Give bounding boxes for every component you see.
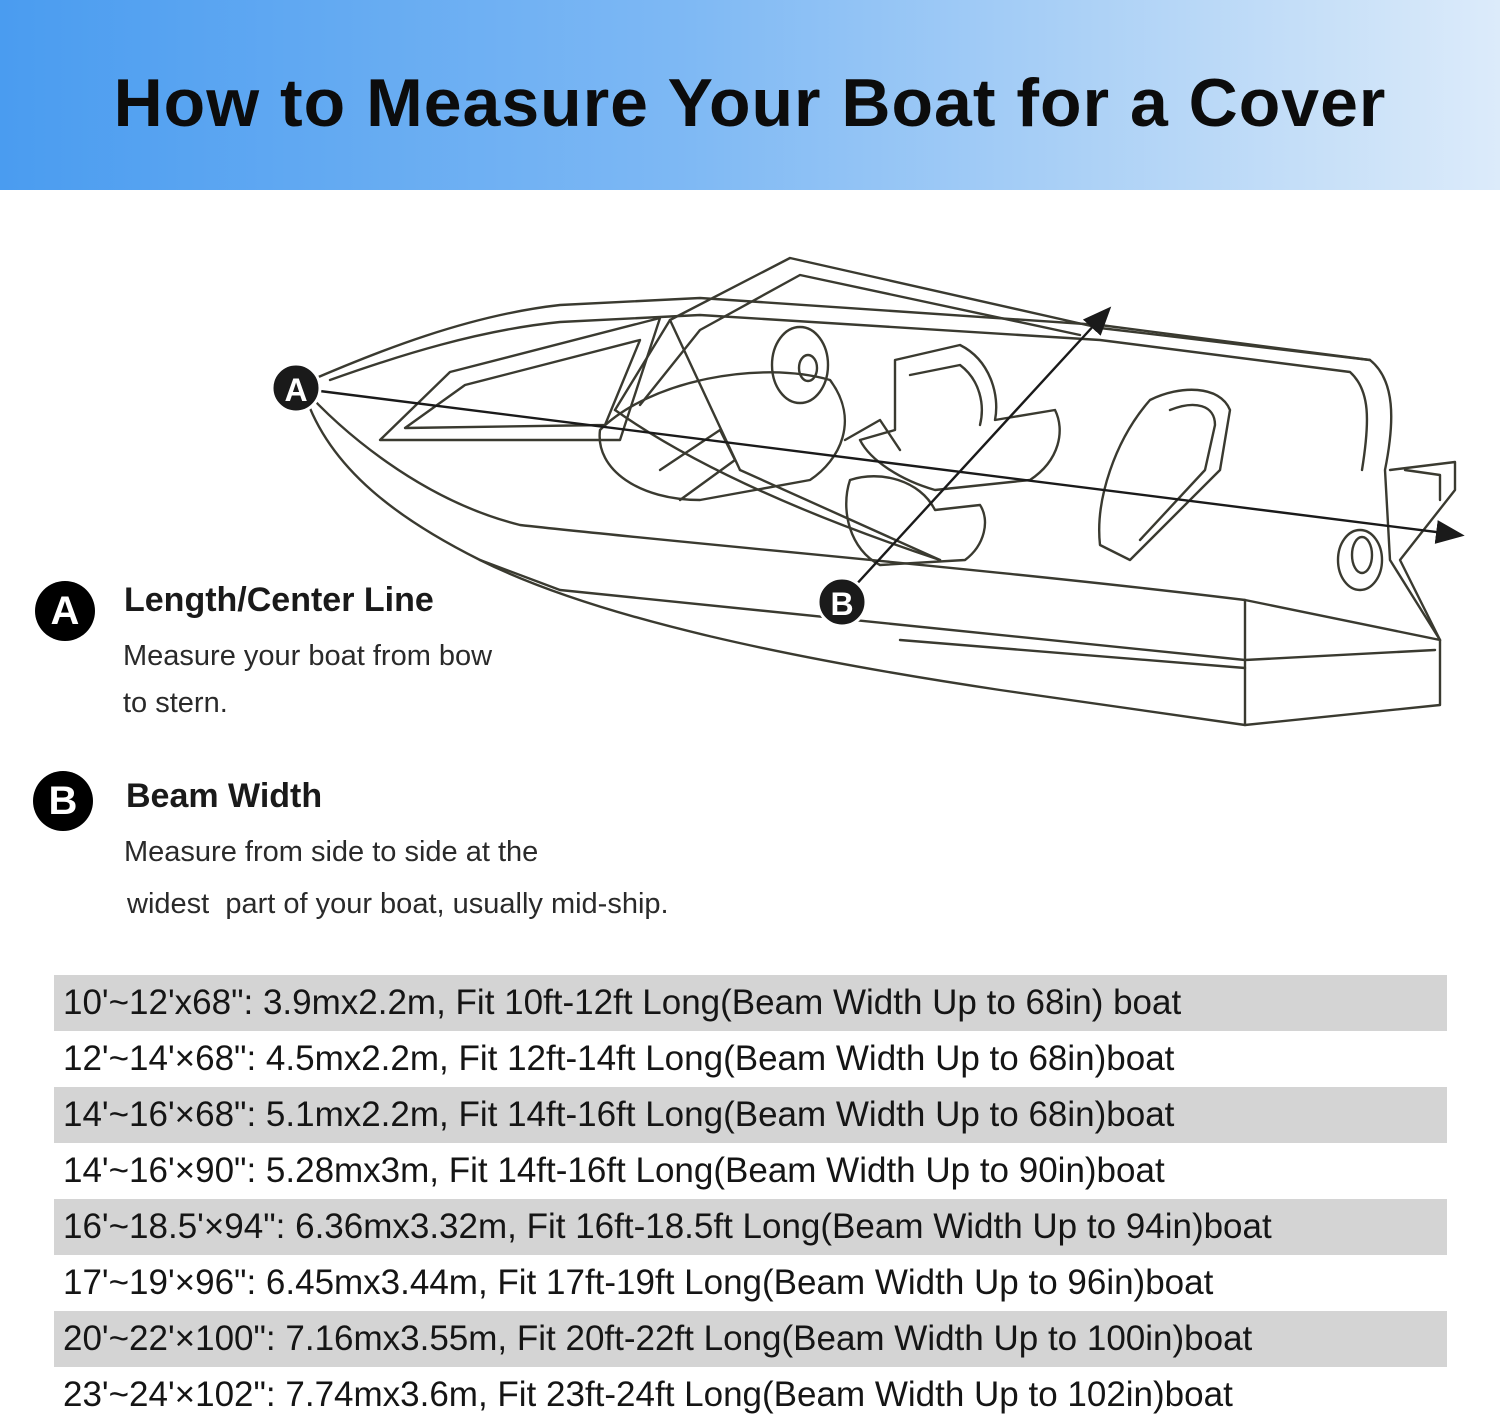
size-row: 16'~18.5'×94": 6.36mx3.32m, Fit 16ft-18.5ft Long(Beam Width Up to 94in)boat: [54, 1199, 1447, 1255]
size-row: 12'~14'×68": 4.5mx2.2m, Fit 12ft-14ft Long(Beam Width Up to 68in)boat: [63, 1039, 1175, 1078]
hull-keel: [480, 560, 1440, 725]
beam-line: [842, 310, 1108, 600]
rear-bench: [1099, 390, 1230, 560]
legend-a-desc-line-2: to stern.: [123, 687, 228, 719]
size-row: 14'~16'×90": 5.28mx3m, Fit 14ft-16ft Long(Beam Width Up to 90in)boat: [63, 1151, 1165, 1190]
marker-a: [272, 364, 320, 412]
size-row: 10'~12'x68": 3.9mx2.2m, Fit 10ft-12ft Long(Beam Width Up to 68in) boat: [54, 975, 1447, 1031]
legend-a-desc-line-1: Measure your boat from bow: [123, 640, 493, 672]
legend-b-badge: B: [33, 771, 93, 831]
legend-a-badge: A: [35, 581, 95, 641]
driver-seat: [860, 345, 1060, 490]
marker-b: [818, 578, 866, 626]
legend-a-title: Length/Center Line: [124, 581, 434, 619]
marker-a-label: A: [284, 372, 308, 408]
size-list: [54, 975, 1447, 1423]
page-title: How to Measure Your Boat for a Cover: [113, 65, 1387, 141]
header-banner: [0, 0, 1500, 190]
legend-b-title: Beam Width: [126, 777, 323, 815]
legend-b-desc-line-1: Measure from side to side at the: [124, 836, 539, 868]
size-row: 23'~24'×102": 7.74mx3.6m, Fit 23ft-24ft Long(Beam Width Up to 102in)boat: [63, 1375, 1233, 1414]
size-row: 14'~16'×68": 5.1mx2.2m, Fit 14ft-16ft Long(Beam Width Up to 68in)boat: [54, 1087, 1447, 1143]
size-row: 17'~19'×96": 6.45mx3.44m, Fit 17ft-19ft Long(Beam Width Up to 96in)boat: [63, 1263, 1214, 1302]
legend-b-desc-line-2: widest part of your boat, usually mid-ship.: [127, 888, 669, 920]
marker-b-label: B: [830, 586, 854, 622]
length-line: [296, 388, 1460, 535]
size-row: 20'~22'×100": 7.16mx3.55m, Fit 20ft-22ft Long(Beam Width Up to 100in)boat: [54, 1311, 1447, 1367]
hull-gunwale: [300, 298, 1440, 640]
